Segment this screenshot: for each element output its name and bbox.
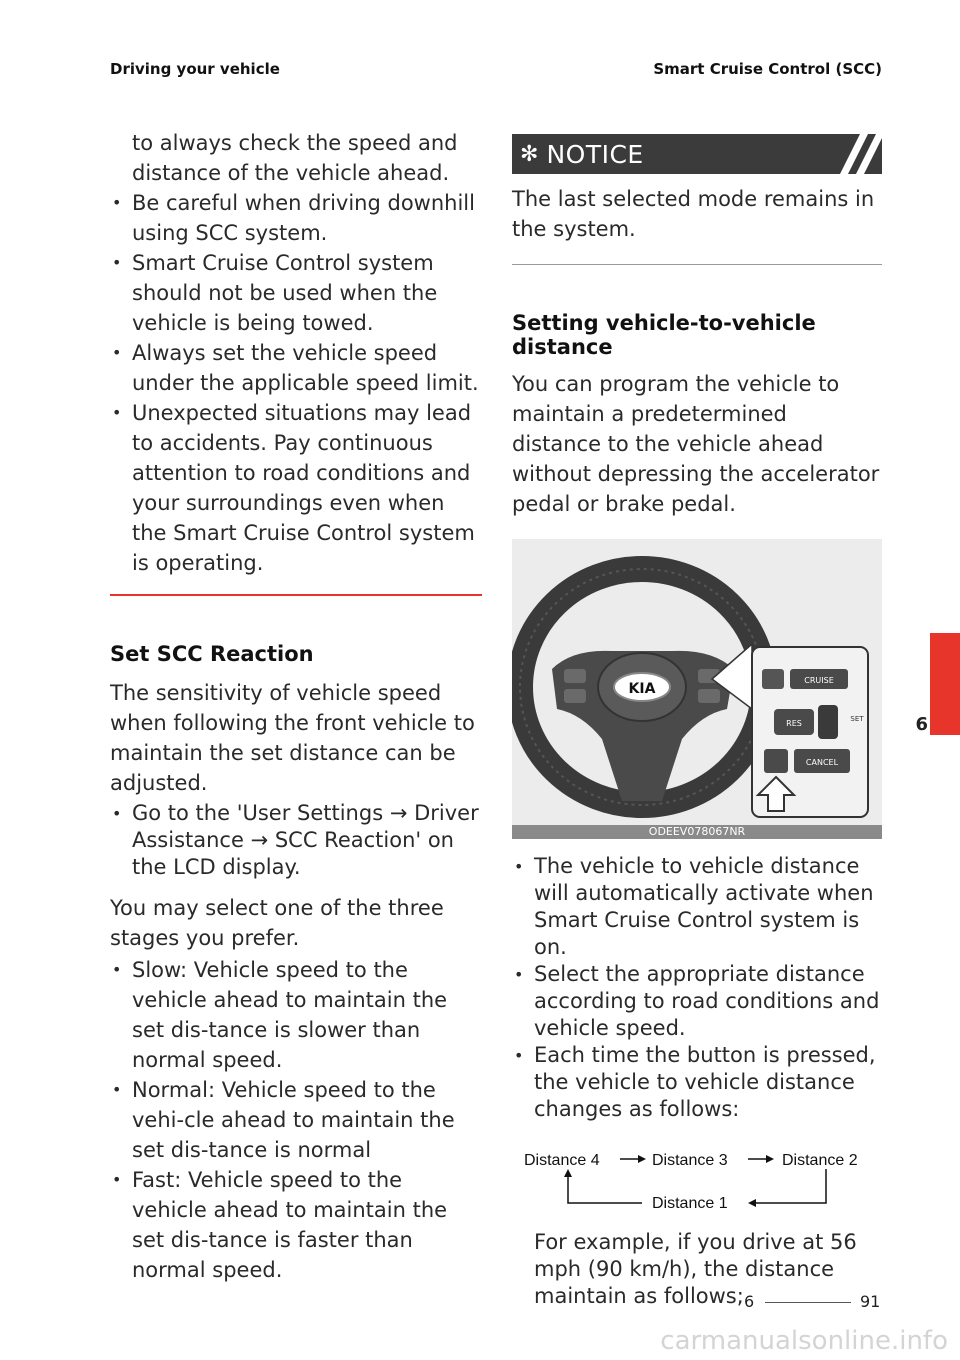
header-section-title: Driving your vehicle [110, 60, 280, 78]
chapter-tab [930, 633, 960, 735]
list-item: • Go to the 'User Settings → Driver Assistance → SCC Reaction' on the LCD display. [110, 800, 482, 881]
distance-arrows-icon [512, 1143, 882, 1213]
stripes-decoration [812, 134, 882, 174]
notice-label: NOTICE [546, 139, 644, 169]
cruise-button-label: CRUISE [804, 676, 834, 685]
list-item: • The vehicle to vehicle distance will automatically activate when Smart Cruise Control system is on. [512, 853, 882, 961]
distance-4-label: Distance 4 [524, 1152, 600, 1169]
section-heading: Set SCC Reaction [110, 642, 314, 666]
warning-list [110, 188, 482, 578]
asterisk-icon: ✻ [520, 141, 539, 167]
list-item: • Each time the button is pressed, the vehicle to vehicle distance changes as follows: [512, 1042, 882, 1123]
distance-bullets [512, 853, 882, 1123]
right-column [512, 134, 882, 1310]
res-button-label: RES [786, 719, 802, 728]
paragraph: The sensitivity of vehicle speed when following the front vehicle to maintain the set distance can be adjusted. [110, 681, 475, 795]
distance-2-label: Distance 2 [782, 1152, 858, 1169]
list-item: • Unexpected situations may lead to accidents. Pay continuous attention to road conditions and your surroundings even when the Smart Cruise Control system is operating. [110, 398, 482, 578]
warning-end-divider [110, 594, 482, 596]
cancel-button-label: CANCEL [805, 758, 839, 767]
logo-text: KIA [628, 681, 656, 697]
menu-path-list [110, 800, 482, 881]
list-item: • Normal: Vehicle speed to the vehi-cle ahead to maintain the set dis-tance is normal [110, 1075, 482, 1165]
distance-3-label: Distance 3 [652, 1152, 728, 1169]
list-item: • Be careful when driving downhill using SCC system. [110, 188, 482, 248]
header-chapter-title: Smart Cruise Control (SCC) [653, 60, 882, 78]
footer-divider [765, 1302, 851, 1303]
notice-text: The last selected mode remains in the system. [512, 187, 875, 241]
notice-end-divider [512, 264, 882, 265]
list-item: • Select the appropriate distance according to road conditions and vehicle speed. [512, 961, 882, 1042]
notice-bar [512, 134, 882, 174]
paragraph: You can program the vehicle to maintain a predetermined distance to the vehicle ahead without depressing the accelerator pedal or brake pedal. [512, 372, 880, 516]
set-button-label: SET [850, 715, 864, 723]
warning-continuation: to always check the speed and distance of the vehicle ahead. [132, 131, 458, 185]
list-item: • Slow: Vehicle speed to the vehicle ahead to maintain the set dis-tance is slower than normal speed. [110, 955, 482, 1075]
section-heading: Setting vehicle-to-vehicle distance [512, 311, 816, 359]
paragraph: You may select one of the three stages you prefer. [110, 896, 444, 950]
watermark: carmanualsonline.info [660, 1326, 948, 1356]
left-column [110, 128, 482, 1285]
list-item: • Smart Cruise Control system should not be used when the vehicle is being towed. [110, 248, 482, 338]
example-paragraph: For example, if you drive at 56 mph (90 km/h), the distance maintain as follows; [534, 1230, 857, 1308]
steering-wheel-photo [512, 539, 882, 839]
distance-1-label: Distance 1 [652, 1195, 728, 1212]
footer-chapter-number: 6 [744, 1292, 755, 1311]
chapter-tab-number: 6 [915, 714, 928, 735]
stages-list [110, 955, 482, 1285]
photo-caption: ODEEV078067NR [512, 825, 882, 839]
list-item: • Always set the vehicle speed under the applicable speed limit. [110, 338, 482, 398]
footer-page-number: 91 [860, 1292, 881, 1311]
distance-cycle-diagram [512, 1143, 882, 1213]
list-item: • Fast: Vehicle speed to the vehicle ahead to maintain the set dis-tance is faster than normal speed. [110, 1165, 482, 1285]
steering-wheel-icon [512, 539, 882, 825]
